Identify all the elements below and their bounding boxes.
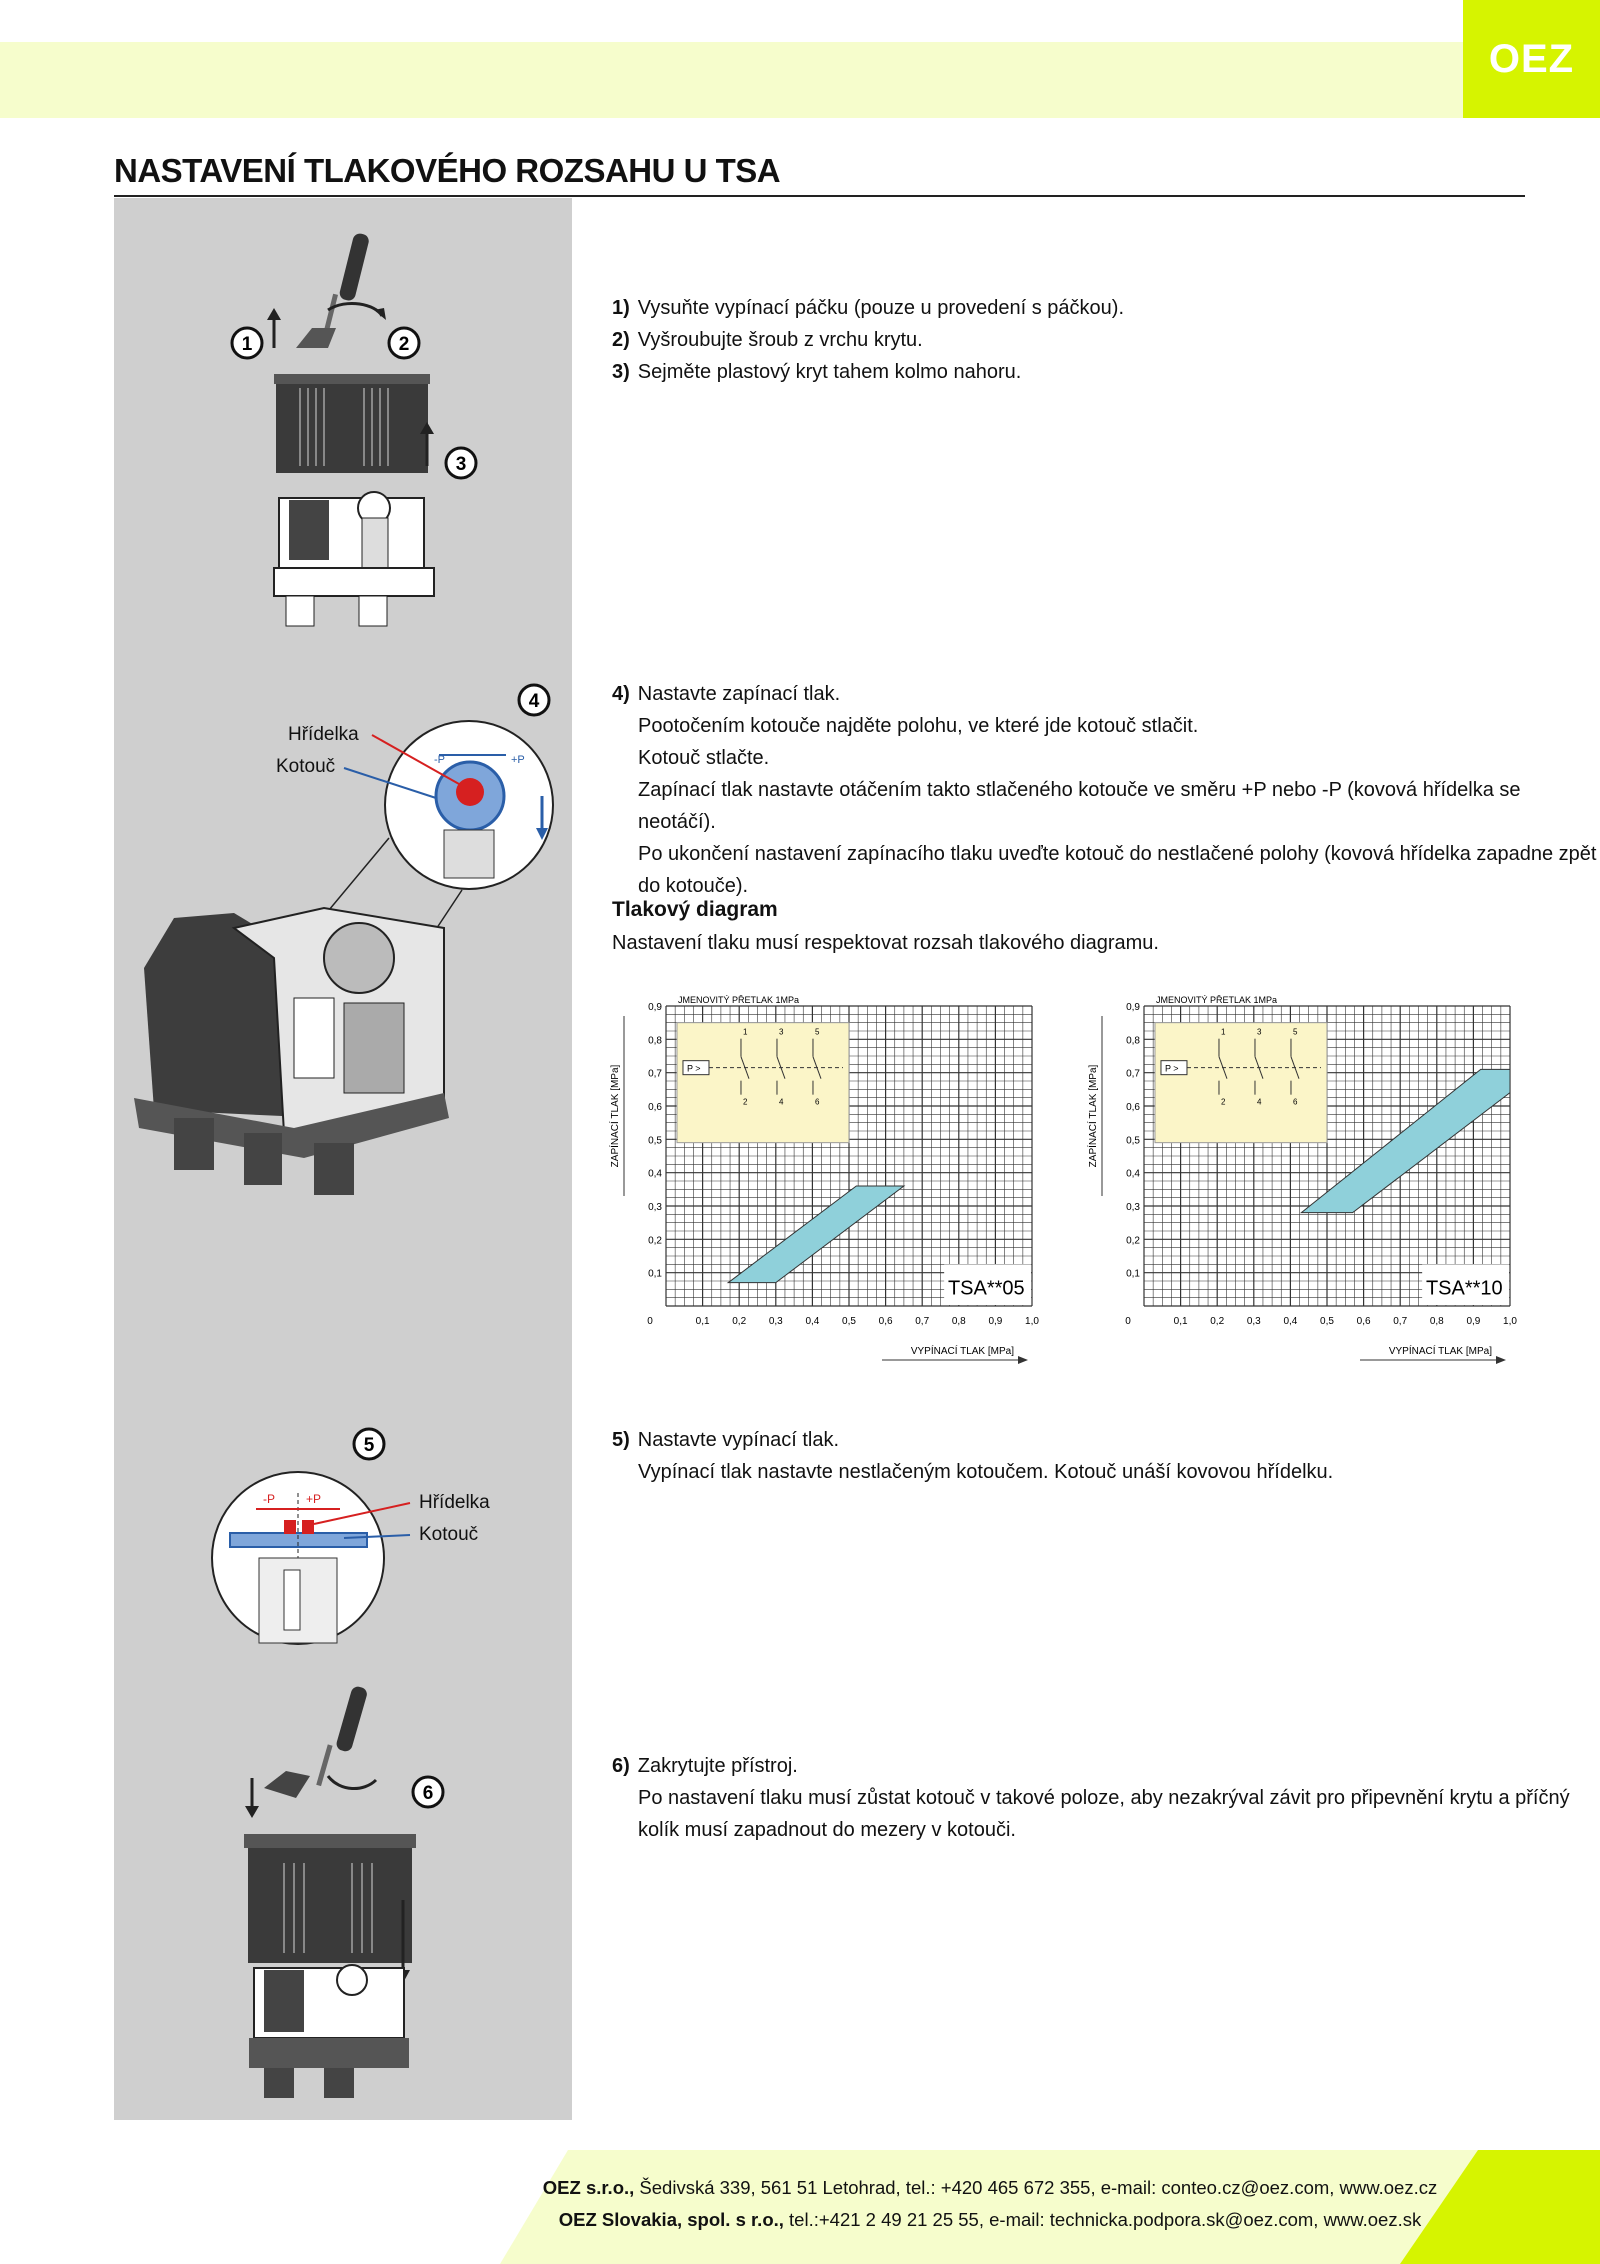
chart-title: JMENOVITÝ PŘETLAK 1MPa: [678, 995, 800, 1005]
svg-text:2: 2: [398, 334, 410, 355]
x-tick-label: 1,0: [1025, 1316, 1039, 1327]
step-1: 1) Vysuňte vypínací páčku (pouze u provedení s páčkou).: [612, 297, 1125, 319]
step-4-line: Po ukončení nastavení zapínacího tlaku uveďte kotouč do nestlačené polohy (kovová hřídelka zapadne zpět: [638, 843, 1597, 865]
svg-text:5: 5: [363, 1435, 375, 1456]
pressure-region: [728, 1186, 904, 1283]
y-tick-label: 0,8: [648, 1035, 662, 1047]
page-title: NASTAVENÍ TLAKOVÉHO ROZSAHU U TSA: [114, 152, 781, 189]
device-icon: [134, 908, 449, 1195]
x-tick-label: 0,3: [1246, 1316, 1261, 1327]
schematic-terminal: 1: [742, 1027, 748, 1037]
step4-figure: [134, 685, 553, 1195]
footer-contact-sk: tel.:+421 2 49 21 25 55, e-mail: technicka.podpora.sk@oez.com, www.oez.sk: [783, 2209, 1422, 2230]
y-axis-label: ZAPÍNACÍ TLAK [MPa]: [1088, 1064, 1099, 1168]
y-tick-label: 0,9: [648, 1002, 662, 1013]
step-4: 4) Nastavte zapínací tlak. Pootočením kotouče najděte polohu, ve které jde kotouč stlačit. Kotouč stlačte. Zapínací tlak nastavte otáčením takto stlačeného kotouče ve směru +P nebo -P (kovová hřídelka se neotáčí). Po ukončení nastavení zapínacího tlaku uveďte kotouč do nestlačené polohy (kovová hřídelka zapadne zpět do kotouče).: [612, 678, 1600, 902]
step-5: 5) Nastavte vypínací tlak. Vypínací tlak nastavte nestlačeným kotoučem. Kotouč unáší kovovou hřídelku.: [612, 1424, 1333, 1488]
svg-text:+P: +P: [306, 1492, 322, 1506]
badge-3: [446, 448, 476, 478]
step-4-line: do kotouče).: [638, 875, 749, 897]
step-4-line: Zapínací tlak nastavte otáčením takto stlačeného kotouče ve směru +P nebo -P (kovová hřídelka se neotáčí).: [638, 779, 1521, 833]
step-6-line: Po nastavení tlaku musí zůstat kotouč v takové poloze, aby nezakrýval závit pro připevnění krytu a příčný: [638, 1787, 1570, 1809]
svg-text:+P: +P: [511, 754, 525, 766]
pressure-chart-tsa05: [600, 990, 1050, 1390]
schematic-p-label: P >: [686, 1063, 701, 1074]
x-tick-label: 0,3: [768, 1316, 783, 1327]
x-tick-label: 0,6: [1356, 1316, 1371, 1327]
schematic-terminal: 2: [742, 1097, 748, 1107]
rotate-arrow-icon: [328, 303, 382, 316]
svg-text:6: 6: [422, 1783, 434, 1804]
schematic-p-label: P >: [1164, 1063, 1179, 1074]
schematic-terminal: 2: [1220, 1097, 1226, 1107]
badge-6: [413, 1777, 443, 1807]
cover-icon-6: [248, 1838, 412, 1963]
illustrations-svg: [114, 198, 572, 2120]
step6-figure: [244, 1685, 443, 2098]
step-2: 2) Vyšroubujte šroub z vrchu krytu.: [612, 329, 923, 351]
footer-company-sk: OEZ Slovakia, spol. s r.o.,: [558, 2209, 784, 2230]
chart-title: JMENOVITÝ PŘETLAK 1MPa: [1156, 995, 1278, 1005]
y-axis-label: ZAPÍNACÍ TLAK [MPa]: [610, 1064, 621, 1168]
y-tick-label: 0,1: [1126, 1268, 1140, 1280]
title-divider: [114, 195, 1525, 197]
x-tick-label: 0,1: [1173, 1316, 1188, 1327]
cover-icon: [276, 378, 428, 473]
y-tick-label: 0,5: [1126, 1135, 1140, 1147]
pressure-region: [1301, 1069, 1510, 1212]
schematic-terminal: 3: [1256, 1027, 1262, 1037]
footer-contact-cz: Šedivská 339, 561 51 Letohrad, tel.: +420 465 672 355, e-mail: conteo.cz@oez.com, www.oez.cz: [634, 2177, 1438, 2198]
badge-5: [354, 1429, 384, 1459]
y-tick-label: 0,7: [648, 1068, 662, 1080]
x-tick-label: 0,7: [1393, 1316, 1408, 1327]
label-disc: Kotouč: [276, 756, 336, 777]
x-tick-label: 0,1: [695, 1316, 710, 1327]
label-shaft-5: Hřídelka: [419, 1492, 490, 1513]
step1-3-figure: [232, 232, 476, 626]
y-tick-label: 0,6: [1126, 1102, 1140, 1113]
x-axis-label: VYPÍNACÍ TLAK [MPa]: [910, 1346, 1014, 1357]
diagram-heading: Tlakový diagram: [612, 898, 778, 921]
badge-2: [389, 328, 419, 358]
pressure-chart-tsa10: [1078, 990, 1528, 1390]
badge-1: [232, 328, 262, 358]
x-tick-label: 0,6: [878, 1316, 893, 1327]
schematic-terminal: 3: [778, 1027, 784, 1037]
y-tick-label: 0,2: [1126, 1235, 1140, 1247]
x-tick-label: 0,4: [805, 1316, 820, 1327]
switch-schematic: [1155, 1023, 1327, 1143]
logo-text: OEZ: [1488, 36, 1575, 81]
x-tick-label: 0,5: [1320, 1316, 1334, 1327]
y-tick-label: 0,3: [1126, 1202, 1140, 1213]
footer-company-cz: OEZ s.r.o.,: [542, 2177, 635, 2198]
step-5-line: Vypínací tlak nastavte nestlačeným kotoučem. Kotouč unáší kovovou hřídelku.: [638, 1461, 1334, 1483]
y-tick-label: 0,5: [648, 1135, 662, 1147]
oez-logo: [1463, 0, 1600, 118]
x-axis-label: VYPÍNACÍ TLAK [MPa]: [1388, 1346, 1492, 1357]
y-tick-label: 0,9: [1126, 1002, 1140, 1013]
schematic-terminal: 5: [1292, 1027, 1298, 1037]
schematic-terminal: 1: [1220, 1027, 1226, 1037]
svg-text:1: 1: [241, 334, 253, 355]
step-6-line: kolík musí zapadnout do mezery v kotouči.: [638, 1819, 1016, 1841]
x-tick-label: 0: [647, 1316, 653, 1327]
schematic-terminal: 4: [778, 1097, 784, 1107]
x-tick-label: 0,7: [915, 1316, 930, 1327]
screwdriver-icon: [323, 232, 371, 338]
step5-figure: [212, 1429, 490, 1644]
schematic-terminal: 5: [814, 1027, 820, 1037]
x-tick-label: 0,8: [951, 1316, 966, 1327]
x-tick-label: 0: [1125, 1316, 1131, 1327]
y-tick-label: 0,1: [648, 1268, 662, 1280]
x-tick-label: 0,9: [988, 1316, 1003, 1327]
x-tick-label: 0,8: [1429, 1316, 1444, 1327]
x-tick-label: 0,9: [1466, 1316, 1481, 1327]
footer-contact: [540, 2172, 1440, 2236]
screwdriver-icon-6: [316, 1685, 368, 1786]
label-disc-5: Kotouč: [419, 1524, 479, 1545]
lever-icon: [296, 328, 336, 348]
x-tick-label: 0,2: [1210, 1316, 1225, 1327]
x-tick-label: 0,5: [842, 1316, 856, 1327]
step-4-line: Pootočením kotouče najděte polohu, ve které jde kotouč stlačit.: [638, 715, 1199, 737]
y-tick-label: 0,4: [1126, 1168, 1140, 1180]
schematic-terminal: 6: [1292, 1097, 1298, 1107]
y-tick-label: 0,7: [1126, 1068, 1140, 1080]
y-tick-label: 0,4: [648, 1168, 662, 1180]
series-label: TSA**05: [947, 1277, 1025, 1300]
step-3: 3) Sejměte plastový kryt tahem kolmo nahoru.: [612, 361, 1022, 383]
y-tick-label: 0,6: [648, 1102, 662, 1113]
header-band: [0, 42, 1465, 118]
series-label: TSA**10: [1425, 1277, 1503, 1300]
diagram-text: Nastavení tlaku musí respektovat rozsah tlakového diagramu.: [612, 932, 1159, 954]
schematic-terminal: 4: [1256, 1097, 1262, 1107]
switch-schematic: [677, 1023, 849, 1143]
x-tick-label: 0,2: [732, 1316, 747, 1327]
step-4-line: Kotouč stlačte.: [638, 747, 770, 769]
x-tick-label: 1,0: [1503, 1316, 1517, 1327]
svg-text:-P: -P: [434, 754, 445, 766]
y-tick-label: 0,8: [1126, 1035, 1140, 1047]
svg-text:3: 3: [455, 454, 467, 475]
step-6: 6) Zakrytujte přístroj. Po nastavení tlaku musí zůstat kotouč v takové poloze, aby nezakrýval závit pro připevnění krytu a příčný kolík musí zapadnout do mezery v kotouči.: [612, 1750, 1570, 1846]
y-tick-label: 0,3: [648, 1202, 662, 1213]
y-tick-label: 0,2: [648, 1235, 662, 1247]
label-shaft: Hřídelka: [288, 724, 359, 745]
svg-text:4: 4: [528, 691, 540, 712]
schematic-terminal: 6: [814, 1097, 820, 1107]
badge-4: [519, 685, 549, 715]
svg-text:-P: -P: [263, 1492, 275, 1506]
x-tick-label: 0,4: [1283, 1316, 1298, 1327]
